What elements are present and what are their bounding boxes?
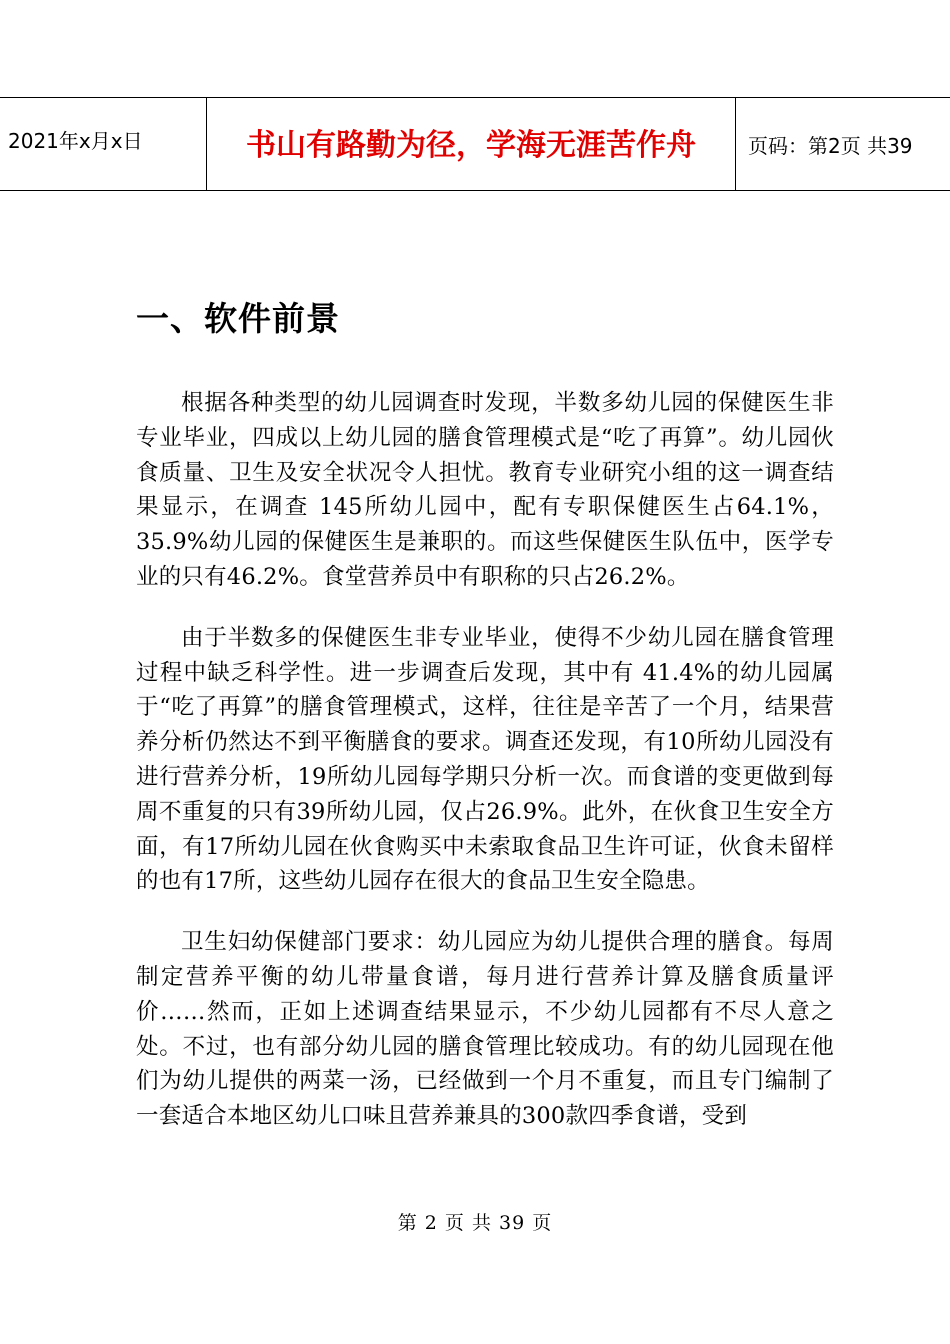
- paragraph-1: 根据各种类型的幼儿园调查时发现，半数多幼儿园的保健医生非专业毕业，四成以上幼儿园的膳食管理模式是“吃了再算”。幼儿园伙食质量、卫生及安全状况令人担忧。教育专业研究小组的这一调查结果显示，在调查 145所幼儿园中，配有专职保健医生占64.1%，35.9%幼儿园的保健医生是兼职的。而这些保健医生队伍中，医学专业的只有46.2%。食堂营养员中有职称的只占26.2%。: [136, 390, 834, 590]
- section-title: 一、软件前景: [136, 299, 340, 338]
- page-footer: 第 2 页 共 39 页: [397, 1212, 553, 1234]
- header-motto: 书山有路勤为径，学海无涯苦作舟: [207, 98, 736, 190]
- document-body: [136, 386, 834, 1160]
- header-date: 2021年x月x日: [0, 98, 207, 190]
- header-page-code: 页码：第2页 共39: [748, 133, 913, 158]
- page-header: [0, 97, 950, 191]
- paragraph-3: 卫生妇幼保健部门要求：幼儿园应为幼儿提供合理的膳食。每周制定营养平衡的幼儿带量食谱，每月进行营养计算及膳食质量评价……然而，正如上述调查结果显示，不少幼儿园都有不尽人意之处。不过，也有部分幼儿园的膳食管理比较成功。有的幼儿园现在他们为幼儿提供的两菜一汤，已经做到一个月不重复，而且专门编制了一套适合本地区幼儿口味且营养兼具的300款四季食谱，受到: [136, 929, 834, 1130]
- paragraph-2: 由于半数多的保健医生非专业毕业，使得不少幼儿园在膳食管理过程中缺乏科学性。进一步调查后发现，其中有 41.4%的幼儿园属于“吃了再算”的膳食管理模式，这样，往往是辛苦了一个月，结果营养分析仍然达不到平衡膳食的要求。调查还发现，有10所幼儿园没有进行营养分析，19所幼儿园每学期只分析一次。而食谱的变更做到每周不重复的只有39所幼儿园，仅占26.9%。此外，在伙食卫生安全方面，有17所幼儿园在伙食购买中未索取食品卫生许可证，伙食未留样的也有17所，这些幼儿园存在很大的食品卫生安全隐患。: [136, 624, 834, 895]
